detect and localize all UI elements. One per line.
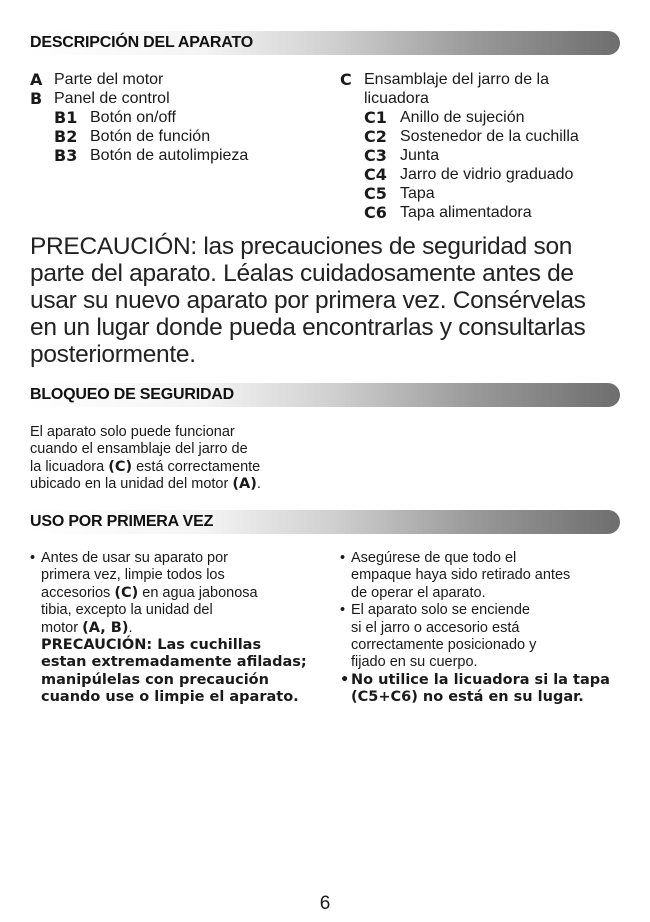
caution-paragraph <box>30 233 620 368</box>
bullet-line: No utilice la licuadora si la tapa <box>351 671 610 688</box>
list-subitem <box>340 108 630 127</box>
bullet-line <box>41 620 330 637</box>
part-ref: (A, B) <box>82 619 129 636</box>
list-subitem <box>340 203 630 222</box>
bullet-icon: • <box>30 550 36 566</box>
parts-list-left <box>30 70 330 165</box>
item-text <box>364 70 630 108</box>
part-ref: (C) <box>114 584 139 601</box>
part-ref: (C) <box>108 458 133 475</box>
item-key: C2 <box>364 127 387 146</box>
para-line <box>30 459 330 476</box>
list-item <box>30 89 330 108</box>
bullet-item <box>340 550 630 602</box>
list-subitem <box>340 127 630 146</box>
bullet-line: si el jarro o accesorio está <box>351 619 520 636</box>
bullet-item <box>30 550 330 707</box>
list-item <box>30 70 330 89</box>
warning-line: manipúlelas con precaución <box>41 671 269 688</box>
bullet-text <box>351 672 630 707</box>
bullet-line: correctamente posicionado y <box>351 637 537 654</box>
bullet-item-warning <box>340 672 630 707</box>
item-key: C3 <box>364 146 387 165</box>
bullet-line: tibia, excepto la unidad del <box>41 602 213 619</box>
caution-line: PRECAUCIÓN: las precauciones de seguridad son <box>30 233 573 260</box>
bullet-text <box>41 550 330 707</box>
caution-line: usar su nuevo aparato por primera vez. Consérvelas <box>30 287 586 314</box>
safety-lock-paragraph <box>30 424 330 494</box>
item-key: B3 <box>54 146 78 165</box>
bullet-text <box>351 550 630 602</box>
list-subitem <box>30 127 330 146</box>
item-text: Tapa <box>400 185 435 202</box>
list-subitem <box>30 146 330 165</box>
section-header-descripcion <box>26 31 620 55</box>
section-header-bloqueo <box>26 383 620 407</box>
page-number: 6 <box>319 893 331 914</box>
text-run: ubicado en la unidad del motor <box>30 476 233 493</box>
item-text: Panel de control <box>54 90 170 107</box>
bullet-line: Asegúrese de que todo el <box>351 550 517 566</box>
list-subitem <box>340 184 630 203</box>
warning-line: cuando use o limpie el aparato. <box>41 689 299 706</box>
item-text-line: licuadora <box>364 90 429 107</box>
bullet-line: El aparato solo se enciende <box>351 602 530 619</box>
caution-line: en un lugar donde pueda encontrarlas y consultarlas <box>30 314 586 341</box>
text-run: motor <box>41 619 83 636</box>
item-key: C4 <box>364 165 387 184</box>
para-line <box>30 476 330 493</box>
bullet-line: (C5+C6) no está en su lugar. <box>351 689 584 706</box>
text-run: en agua jabonosa <box>138 584 258 601</box>
section-title: DESCRIPCIÓN DEL APARATO <box>30 34 253 51</box>
item-text: Botón on/off <box>90 109 176 126</box>
item-text: Botón de autolimpieza <box>90 147 249 164</box>
list-item <box>340 70 630 108</box>
bullet-line <box>41 585 330 602</box>
list-subitem <box>340 165 630 184</box>
item-text: Anillo de sujeción <box>400 109 525 126</box>
list-subitem <box>340 146 630 165</box>
text-run: la licuadora <box>30 458 109 475</box>
bullet-icon: • <box>340 602 346 619</box>
section-title: BLOQUEO DE SEGURIDAD <box>30 386 235 403</box>
section-title: USO POR PRIMERA VEZ <box>30 513 214 530</box>
item-key: C6 <box>364 203 387 222</box>
item-text: Sostenedor de la cuchilla <box>400 128 579 145</box>
text-run: . <box>256 476 261 493</box>
item-key: C5 <box>364 184 387 203</box>
item-key: B2 <box>54 127 78 146</box>
caution-line: posteriormente. <box>30 341 196 368</box>
item-text: Tapa alimentadora <box>400 204 532 221</box>
bullet-icon: • <box>340 550 346 566</box>
item-key: C1 <box>364 108 387 127</box>
item-text: Parte del motor <box>54 71 164 88</box>
text-run: . <box>128 619 133 636</box>
bullet-line: de operar el aparato. <box>351 584 486 601</box>
bullet-line: fijado en su cuerpo. <box>351 654 478 671</box>
item-key: A <box>30 70 43 89</box>
item-text: Junta <box>400 147 440 164</box>
item-text: Botón de función <box>90 128 211 145</box>
bullet-line: empaque haya sido retirado antes <box>351 567 571 584</box>
first-use-left-column <box>30 550 330 707</box>
list-subitem <box>30 108 330 127</box>
section-header-uso <box>26 510 620 534</box>
caution-line: parte del aparato. Léalas cuidadosamente antes de <box>30 260 574 287</box>
item-key: C <box>340 70 352 89</box>
bullet-line: Antes de usar su aparato por <box>41 550 229 566</box>
item-text: Jarro de vidrio graduado <box>400 166 574 183</box>
text-run: accesorios <box>41 584 115 601</box>
part-ref: (A) <box>232 476 257 493</box>
parts-list-right <box>340 70 630 222</box>
first-use-right-column <box>340 550 630 707</box>
bullet-icon: • <box>340 671 350 688</box>
item-key: B <box>30 89 43 108</box>
para-line: cuando el ensamblaje del jarro de <box>30 441 248 458</box>
warning-line: PRECAUCIÓN: Las cuchillas <box>41 637 262 654</box>
para-line: El aparato solo puede funcionar <box>30 424 235 440</box>
bullet-text <box>351 602 630 672</box>
warning-line: estan extremadamente afiladas; <box>41 654 307 671</box>
item-key: B1 <box>54 108 78 127</box>
bullet-line: primera vez, limpie todos los <box>41 567 225 584</box>
bullet-item <box>340 602 630 672</box>
item-text-line: Ensamblaje del jarro de la <box>364 71 549 88</box>
text-run: está correctamente <box>132 458 261 475</box>
